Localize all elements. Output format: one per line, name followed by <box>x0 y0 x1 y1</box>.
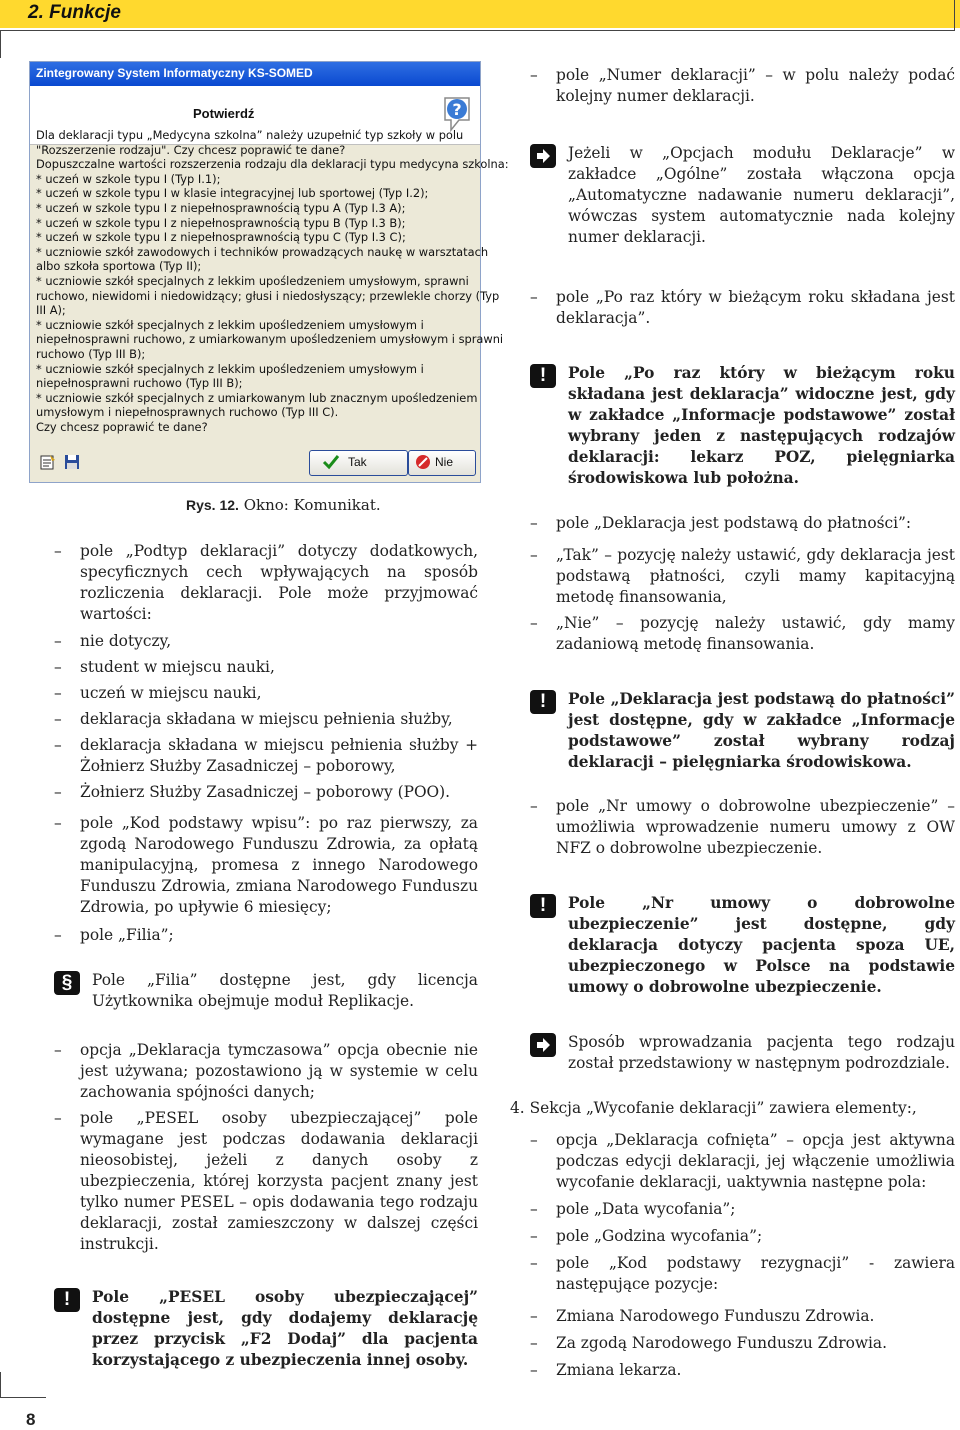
dialog-line: Czy chcesz poprawić te dane? <box>36 419 208 434</box>
note-sposob <box>530 1032 955 1074</box>
exclamation-icon: ! <box>530 894 556 918</box>
page-number: 8 <box>26 1410 36 1429</box>
list-item: – Zmiana Narodowego Funduszu Zdrowia. <box>530 1306 955 1327</box>
note-platnosci <box>530 689 955 773</box>
platnosci-options <box>530 545 955 655</box>
list-item: – student w miejscu nauki, <box>54 657 478 678</box>
dialog-line: ruchowo (Typ III B); <box>36 346 146 361</box>
dialog-line: * uczeń w szkole typu I w klasie integracyjnej lub sportowej (Typ I.2); <box>36 186 429 201</box>
list-item: – „Nie” – pozycję należy ustawić, gdy mamy zadaniową metodę finansowania. <box>530 613 955 655</box>
cancel-icon <box>415 454 431 470</box>
chapter-header <box>0 0 960 28</box>
list-item: – deklaracja składana w miejscu pełnienia służby, <box>54 709 478 730</box>
dialog-line: * uczeń w szkole typu I z niepełnosprawnością typu B (Typ I.3 B); <box>36 215 406 230</box>
dialog-title: Zintegrowany System Informatyczny KS-SOMED <box>36 66 313 80</box>
note-po-raz <box>530 363 955 489</box>
list-item: – Zmiana lekarza. <box>530 1360 955 1381</box>
list-item: – uczeń w miejscu nauki, <box>54 683 478 704</box>
dialog-titlebar <box>30 62 480 86</box>
header-rule <box>0 30 955 31</box>
exclamation-icon: ! <box>54 1288 80 1312</box>
dialog-line: Dla deklaracji typu „Medycyna szkolna” należy uzupełnić typ szkoły w polu <box>36 128 464 142</box>
figure-caption <box>186 496 381 514</box>
dialog-line: * uczniowie szkół specjalnych z lekkim upośledzeniem umysłowym, sprawni <box>36 273 469 288</box>
list-item: – pole „Kod podstawy rezygnacji” - zawiera następujące pozycje: <box>530 1253 955 1295</box>
dialog-line: ruchowo, niewidomi i niedowidzący; głusi i niedosłyszący; przewlekle chorzy (Typ <box>36 288 500 303</box>
dialog-line: "Rozszerzenie rodzaju". Czy chcesz poprawić te dane? <box>36 142 346 157</box>
list-item: – Żołnierz Służby Zasadniczej – poborowy (POO). <box>54 782 478 803</box>
list-item: – opcja „Deklaracja cofnięta” – opcja jest aktywna podczas edycji deklaracji, jej włączenie umożliwia wycofanie deklaracji, uaktywnia następne pola: <box>530 1130 955 1193</box>
paragraph-podtyp: – pole „Podtyp deklaracji” dotyczy dodatkowych, specyficznych cech wpływających na sposób rozliczenia deklaracji. Pole może przyjmować wartości: <box>54 541 478 625</box>
check-icon <box>322 454 340 470</box>
arrow-right-icon <box>530 144 556 168</box>
paragraph-numer: – pole „Numer deklaracji” – w polu należy podać kolejny numer deklaracji. <box>530 65 955 107</box>
note-nr-umowy <box>530 893 955 998</box>
dialog-line: * uczniowie szkół specjalnych z umiarkowanym lub znacznym upośledzeniem <box>36 390 478 405</box>
top-margin-rule <box>0 30 1 58</box>
list-item: – Za zgodą Narodowego Funduszu Zdrowia. <box>530 1333 955 1354</box>
dialog-heading: Potwierdź <box>193 106 255 121</box>
dialog-footer <box>30 444 480 482</box>
header-corner-rule <box>954 0 955 30</box>
footer-rule <box>0 1397 46 1398</box>
rezygnacja-codes <box>530 1306 955 1381</box>
dialog-message <box>36 128 509 434</box>
podtyp-values <box>54 631 478 803</box>
notes-icon[interactable] <box>40 454 56 470</box>
list-item: – deklaracja składana w miejscu pełnienia służby + Żołnierz Służby Zasadniczej – poborowy, <box>54 735 478 777</box>
svg-text:?: ? <box>452 100 462 119</box>
yes-button[interactable] <box>309 450 408 476</box>
right-column <box>510 65 955 1381</box>
dialog-line: niepełnosprawni ruchowo (Typ III B); <box>36 376 243 391</box>
arrow-right-icon <box>530 1033 556 1057</box>
note-filia <box>54 970 478 1012</box>
dialog-line: albo szkoła sportowa (Typ II); <box>36 259 202 274</box>
paragraph-filia: – pole „Filia”; <box>54 925 478 946</box>
list-item: – pole „Data wycofania”; <box>530 1199 955 1220</box>
paragraph-sign-icon: § <box>54 971 80 995</box>
dialog-line: umysłowym i niepełnosprawnych ruchowo (Typ III C). <box>36 405 339 420</box>
paragraph-platnosci: – pole „Deklaracja jest podstawą do płatności”: <box>530 513 955 534</box>
no-button[interactable] <box>408 450 476 476</box>
yes-button-label: Tak <box>348 455 367 469</box>
save-icon[interactable] <box>64 454 80 470</box>
paragraph-nr-umowy: – pole „Nr umowy o dobrowolne ubezpieczenie” – umożliwia wprowadzenie numeru umowy z OW NFZ o dobrowolne ubezpieczenie. <box>530 796 955 859</box>
figure-label: Rys. 12. <box>186 497 239 513</box>
note-pesel <box>54 1287 478 1371</box>
bottom-margin-rule <box>0 1372 1 1398</box>
list-item: – „Tak” – pozycję należy ustawić, gdy deklaracja jest podstawą płatności, czyli mamy kapitacyjną metodę finansowania, <box>530 545 955 608</box>
paragraph-kod-podstawy: – pole „Kod podstawy wpisu”: po raz pierwszy, za zgodą Narodowego Funduszu Zdrowia, za opłatą manipulacyjną, promesa z innego Narodowego Funduszu Zdrowia, zmiana Narodowego Funduszu Zdrowia, po upływie 6 miesięcy; <box>54 813 478 918</box>
chapter-title: 2. Funkcje <box>28 2 121 23</box>
figure-caption-text: Okno: Komunikat. <box>243 496 381 514</box>
note-nr-umowy-text: Pole „Nr umowy o dobrowolne ubezpieczenie” jest dostępne, gdy deklaracja dotyczy pacjenta spoza UE, ubezpieczonego w Polsce na podstawie umowy o dobrowolne ubezpieczenie. <box>568 894 955 996</box>
dialog-line: * uczniowie szkół specjalnych z lekkim upośledzeniem umysłowym i <box>36 317 424 332</box>
dialog-line: * uczniowie szkół zawodowych i techników prowadzących naukę w warsztatach <box>36 244 489 259</box>
dialog-line: * uczeń w szkole typu I z niepełnosprawnością typu C (Typ I.3 C); <box>36 230 406 245</box>
note-platnosci-text: Pole „Deklaracja jest podstawą do płatności” jest dostępne, gdy w zakładce „Informacje podstawowe” został wybrany rodzaj deklaracji – pielęgniarka środowiskowa. <box>568 690 955 771</box>
no-button-label: Nie <box>435 455 454 469</box>
paragraph-po-raz: – pole „Po raz który w bieżącym roku składana jest deklaracja”. <box>530 287 955 329</box>
dialog-line: * uczeń w szkole typu I (Typ I.1); <box>36 171 221 186</box>
section-heading: 4. Sekcja „Wycofanie deklaracji” zawiera elementy:, <box>510 1099 917 1117</box>
exclamation-icon: ! <box>530 364 556 388</box>
dialog-line: * uczeń w szkole typu I z niepełnosprawnością typu A (Typ I.3 A); <box>36 200 406 215</box>
note-auto-numer-text: Jeżeli w „Opcjach modułu Deklaracje” w zakładce „Ogólne” została włączona opcja „Automatyczne nadawanie numeru deklaracji”, wówczas system automatycznie nada kolejny numer deklaracji. <box>568 144 955 246</box>
note-po-raz-text: Pole „Po raz który w bieżącym roku składana jest deklaracja” widoczne jest, gdy w zakładce „Informacje podstawowe” został wybrany jeden z następujących rodzajów deklaracji: lekarz POZ, pielęgniarka środowiskowa lub położna. <box>568 364 955 487</box>
dialog-line: niepełnosprawni ruchowo, z umiarkowanym upośledzeniem umysłowym i sprawni <box>36 332 504 347</box>
paragraph-tymczasowa: – opcja „Deklaracja tymczasowa” opcja obecnie nie jest używana; pozostawiono ją w systemie w celu zachowania spójności danych; <box>54 1040 478 1103</box>
paragraph-pesel: – pole „PESEL osoby ubezpieczającej” pole wymagane jest podczas dodawania deklaracji nieosobistej, jeżeli z danych osoby z ubezpieczenia, której korzysta pacjent znany jest tylko numer PESEL – opis dodawania tego rodzaju deklaracji, został zamieszczony w dalszej części instrukcji. <box>54 1108 478 1255</box>
exclamation-icon: ! <box>530 690 556 714</box>
note-sposob-text: Sposób wprowadzania pacjenta tego rodzaju został przedstawiony w następnym podrozdziale. <box>568 1033 955 1072</box>
dialog-line: * uczniowie szkół specjalnych z lekkim upośledzeniem umysłowym i <box>36 361 424 376</box>
section-items <box>530 1130 955 1295</box>
note-auto-numer <box>530 143 955 248</box>
dialog-line: III A); <box>36 303 66 318</box>
note-pesel-text: Pole „PESEL osoby ubezpieczającej” dostępne jest, gdy dodajemy deklarację przez przycisk „F2 Dodaj” dla pacjenta korzystającego z ubezpieczenia innej osoby. <box>92 1288 478 1369</box>
note-filia-text: Pole „Filia” dostępne jest, gdy licencja Użytkownika obejmuje moduł Replikacje. <box>92 971 478 1010</box>
list-item: – nie dotyczy, <box>54 631 478 652</box>
dialog-line: Dopuszczalne wartości rozszerzenia rodzaju dla deklaracji typu medycyna szkolna: <box>36 157 509 172</box>
dialog-screenshot <box>29 61 509 483</box>
list-item: – pole „Godzina wycofania”; <box>530 1226 955 1247</box>
left-column <box>54 541 478 1371</box>
